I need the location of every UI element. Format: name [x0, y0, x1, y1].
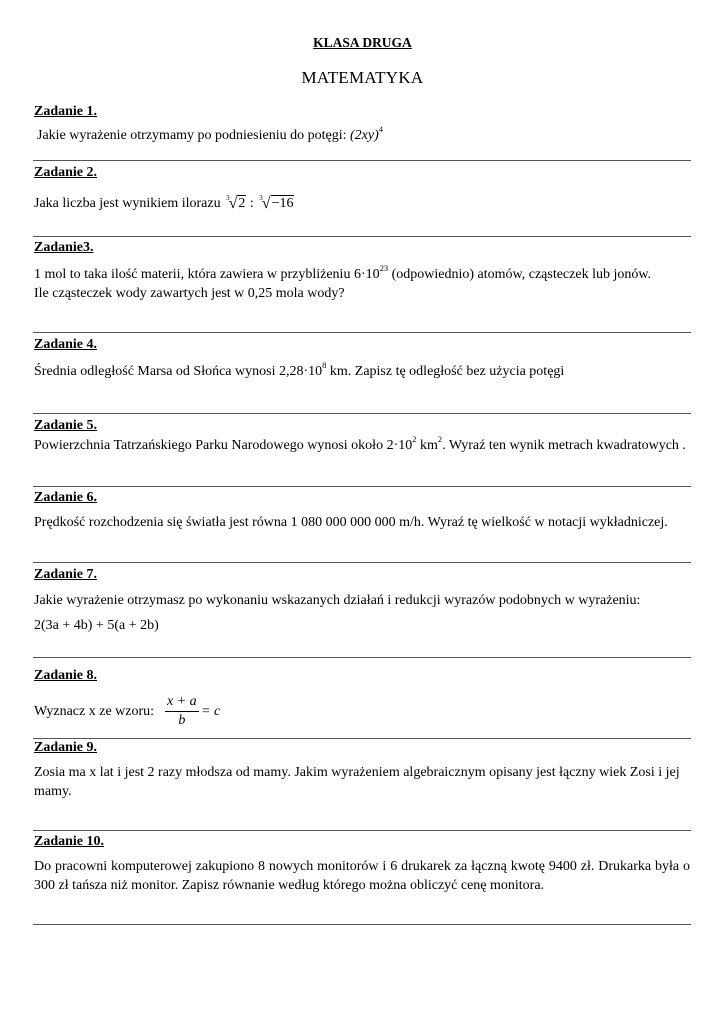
radical-sign-icon: √ — [228, 195, 238, 212]
task-3-title: Zadanie3. — [34, 240, 94, 255]
task-8-text: Wyznacz x ze wzoru: — [34, 704, 155, 719]
task-7-title: Zadanie 7. — [34, 567, 98, 582]
task-4-title: Zadanie 4. — [34, 337, 98, 352]
task-7-expression: 2(3a + 4b) + 5(a + 2b) — [34, 618, 159, 633]
task-8-rhs: = c — [201, 704, 221, 719]
task-1-expression — [349, 124, 383, 143]
task-10-text: Do pracowni komputerowej zakupiono 8 nowych monitorów i 6 drukarek za łączną kwotę 9400 zł. Drukarka była o 300 zł tańsza niż monitor. Zapisz równanie według którego można obliczyć cenę monitora. — [34, 859, 690, 893]
divider — [33, 236, 691, 237]
task-3-line-1 — [34, 263, 652, 283]
task-4-text-b: km. Zapisz tę odległość bez użycia potęgi — [326, 364, 565, 379]
task-1-exponent: 4 — [378, 124, 383, 135]
task-10-title: Zadanie 10. — [34, 834, 105, 849]
root-1-index: 3 — [226, 194, 230, 202]
fraction-denominator: b — [178, 713, 186, 728]
subject-title: MATEMATYKA — [301, 68, 424, 87]
class-title: KLASA DRUGA — [313, 35, 412, 50]
divider — [33, 332, 691, 333]
divider — [33, 924, 691, 925]
divider — [33, 562, 691, 563]
root-2-index: 3 — [259, 194, 263, 202]
task-1-question: Jakie wyrażenie otrzymamy po podniesieniu do potęgi: — [37, 128, 350, 143]
root-1-radicand: 2 — [238, 196, 246, 211]
task-4-text — [34, 360, 565, 380]
task-2-root-2 — [257, 194, 294, 212]
task-8-fraction — [165, 694, 199, 729]
task-2-title: Zadanie 2. — [34, 165, 98, 180]
task-1-title: Zadanie 1. — [34, 104, 98, 119]
task-2-operator: : — [246, 196, 258, 211]
task-5-text-c: . Wyraź ten wynik metrach kwadratowych . — [442, 438, 686, 453]
divider — [33, 738, 691, 739]
task-6-title: Zadanie 6. — [34, 490, 98, 505]
task-9-text: Zosia ma x lat i jest 2 razy młodsza od mamy. Jakim wyrażeniem algebraicznym opisany jest łączny wiek Zosi i jej mamy. — [34, 765, 680, 799]
fraction-numerator: x + a — [167, 694, 197, 709]
divider — [33, 160, 691, 161]
task-5-text-a: Powierzchnia Tatrzańskiego Parku Narodowego wynosi około 2·10 — [34, 438, 413, 453]
radical-sign-icon: √ — [261, 195, 271, 212]
task-5-text-b: km — [416, 438, 438, 453]
task-7-text: Jakie wyrażenie otrzymasz po wykonaniu wskazanych działań i redukcji wyrazów podobnych w wyrażeniu: — [34, 593, 641, 608]
divider — [33, 486, 691, 487]
task-3-text-a: 1 mol to taka ilość materii, która zawiera w przybliżeniu 6·10 — [34, 267, 380, 282]
task-6-text: Prędkość rozchodzenia się światła jest równa 1 080 000 000 000 m/h. Wyraź tę wielkość w notacji wykładniczej. — [34, 515, 668, 530]
task-4-exponent: 8 — [322, 360, 327, 371]
divider — [33, 830, 691, 831]
task-2-root-1 — [224, 194, 246, 212]
task-2-text — [34, 194, 294, 212]
task-8-title: Zadanie 8. — [34, 668, 98, 683]
task-9-title: Zadanie 9. — [34, 740, 98, 755]
divider — [33, 657, 691, 658]
divider — [33, 413, 691, 414]
task-4-text-a: Średnia odległość Marsa od Słońca wynosi 2,28·10 — [34, 364, 323, 379]
task-5-exponent-2: 2 — [437, 434, 443, 445]
task-5-title: Zadanie 5. — [34, 418, 98, 433]
task-1-base: (2xy) — [349, 128, 379, 143]
task-5-text — [34, 436, 690, 455]
task-3-line-2: Ile cząsteczek wody zawartych jest w 0,25 mola wody? — [34, 286, 345, 301]
task-1-text — [37, 124, 383, 144]
task-3-exponent: 23 — [379, 263, 389, 274]
task-3-text-b: (odpowiednio) atomów, cząsteczek lub jonów. — [388, 267, 652, 282]
task-5-exponent-1: 2 — [412, 434, 417, 445]
root-2-radicand: −16 — [271, 196, 294, 211]
task-2-question: Jaka liczba jest wynikiem ilorazu — [34, 196, 225, 211]
